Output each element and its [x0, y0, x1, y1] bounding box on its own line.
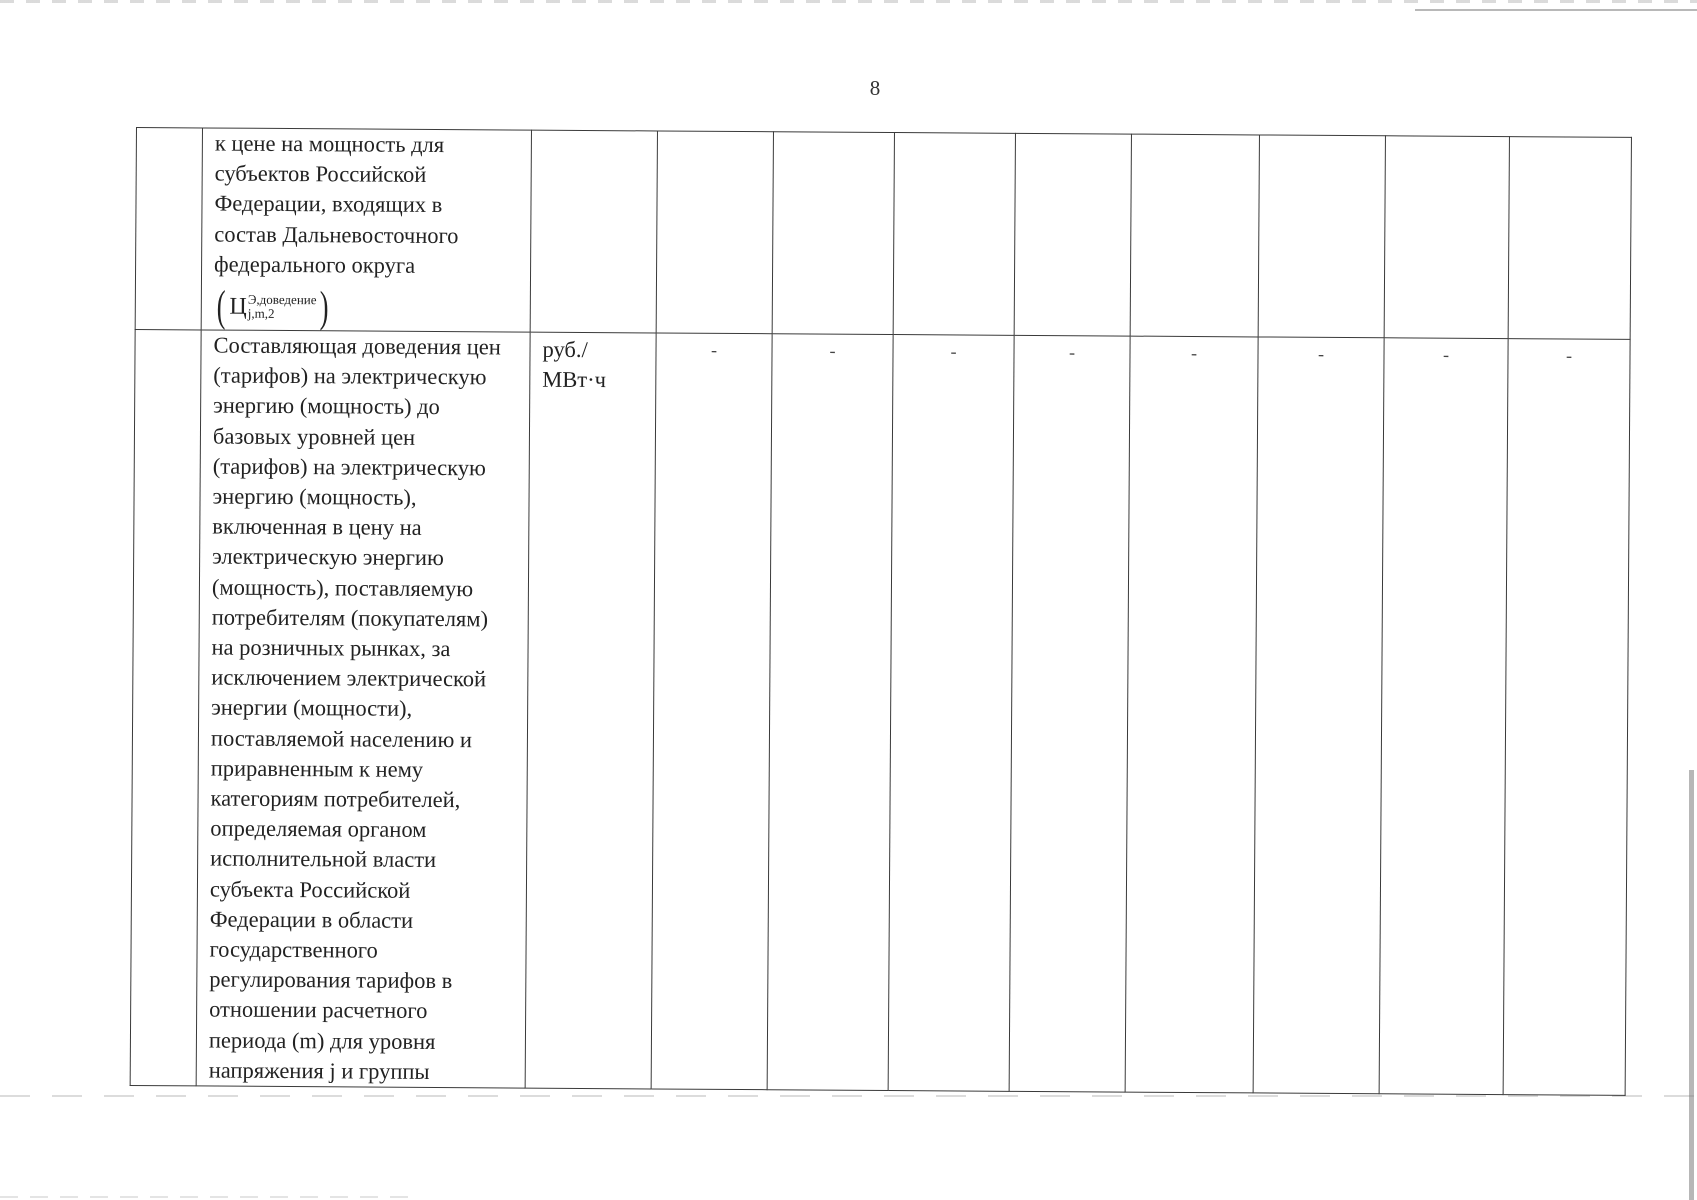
description-cell — [201, 128, 531, 332]
scan-edge-right — [1689, 770, 1694, 1200]
scan-edge-top-right — [1415, 9, 1697, 11]
description-line: к цене на мощность для — [214, 130, 445, 158]
value-cell: - — [888, 335, 1014, 1092]
description-line: исключением электрической — [211, 664, 487, 692]
description-line: базовых уровней цен — [212, 423, 416, 450]
value-cell — [772, 132, 894, 335]
description-line: субъектов Российской — [214, 160, 427, 188]
value-cell: - — [1125, 336, 1258, 1093]
description-line: энергии (мощности), — [211, 694, 413, 722]
value-cell: - — [1009, 335, 1130, 1092]
description-line: (мощность), поставляемую — [211, 574, 474, 601]
formula-superscript: Э,доведение — [247, 291, 317, 308]
description-line: на розничных рынках, за — [211, 634, 451, 662]
description-line: категориям потребителей, — [210, 785, 461, 813]
table-row — [135, 128, 1631, 340]
scan-edge-bottom — [0, 1095, 1697, 1097]
formula — [214, 281, 332, 332]
value-cell: - — [1253, 337, 1384, 1094]
value-cell — [1014, 133, 1131, 336]
description-line: поставляемой населению и — [210, 725, 473, 752]
value-cell: - — [651, 333, 772, 1090]
description-line: Федерации, входящих в — [214, 190, 443, 218]
unit-line: МВт·ч — [542, 366, 607, 393]
description-line: исполнительной власти — [210, 845, 437, 873]
table-row — [130, 330, 1630, 1096]
description-line: энергию (мощность) до — [213, 392, 440, 420]
description-line: приравненным к нему — [210, 755, 424, 782]
description-line: государственного — [209, 936, 378, 963]
description-cell — [196, 330, 530, 1088]
row-number-cell — [130, 330, 201, 1086]
formula-subscript: j,m,2 — [247, 305, 275, 321]
unit-line: руб./ — [542, 336, 588, 363]
description-line: Федерации в области — [209, 906, 414, 933]
tariff-table — [130, 127, 1632, 1096]
formula-scripts — [248, 293, 317, 321]
description-line: потребителям (покупателям) — [211, 604, 489, 632]
scan-edge-top — [0, 0, 1697, 3]
description-line: включенная в цену на — [212, 513, 422, 541]
description-line: Составляющая доведения цен — [213, 332, 501, 360]
value-cell: - — [767, 334, 893, 1091]
scan-edge-bottom-left — [0, 1196, 420, 1198]
page-number: 8 — [869, 76, 881, 100]
formula-right-paren: ) — [319, 282, 329, 332]
formula-left-paren: ( — [216, 281, 226, 331]
description-line: субъекта Российской — [209, 876, 411, 903]
unit-cell — [530, 130, 657, 333]
value-cell — [1130, 134, 1259, 337]
value-cell — [1384, 136, 1509, 339]
value-cell — [893, 133, 1015, 336]
value-cell — [1258, 135, 1385, 338]
formula-symbol: Ц — [229, 293, 247, 320]
row-number-cell — [135, 128, 202, 330]
description-line: (тарифов) на электрическую — [213, 362, 487, 390]
description-line: состав Дальневосточного — [214, 221, 459, 248]
value-cell — [656, 131, 773, 334]
description-line: федерального округа — [214, 251, 416, 278]
document-table-container — [130, 127, 1631, 1090]
description-line: (тарифов) на электрическую — [212, 453, 486, 481]
description-line: регулирования тарифов в — [209, 966, 453, 994]
description-line: периода (m) для уровня — [208, 1027, 436, 1054]
description-line: отношении расчетного — [209, 996, 428, 1024]
unit-cell — [525, 332, 656, 1089]
value-cell: - — [1379, 338, 1508, 1095]
description-line: определяемая органом — [210, 815, 427, 843]
value-cell — [1508, 137, 1631, 340]
description-line: электрическую энергию — [212, 543, 444, 571]
value-cell: - — [1503, 339, 1630, 1096]
description-line: напряжения j и группы — [208, 1057, 430, 1084]
description-line: энергию (мощность), — [212, 483, 417, 510]
